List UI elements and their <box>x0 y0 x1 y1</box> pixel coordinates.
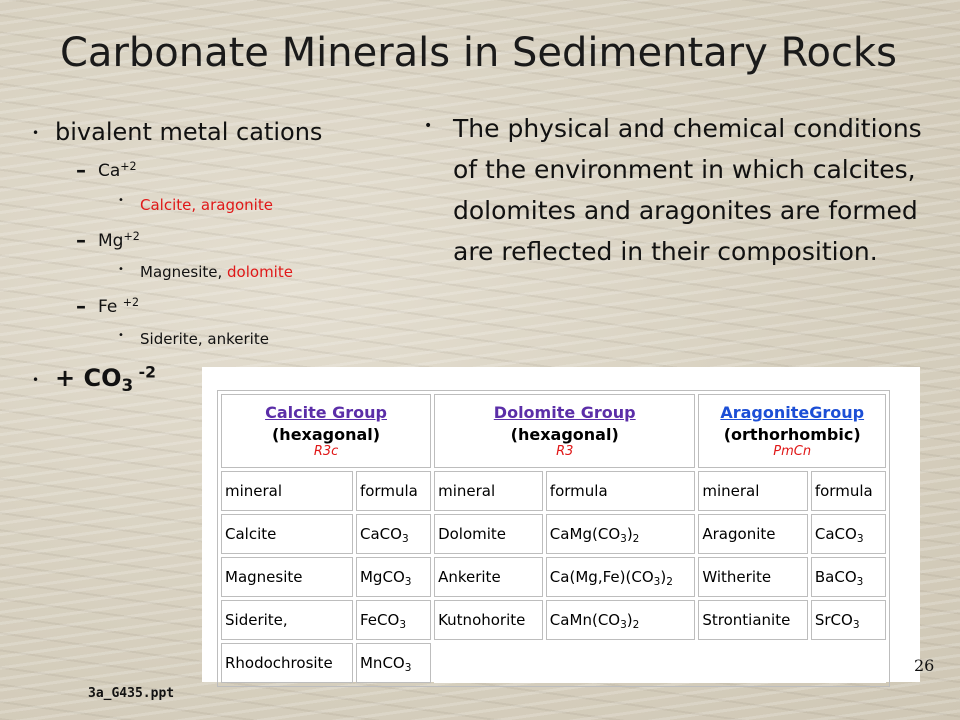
col-header: formula <box>546 471 696 511</box>
col-header: formula <box>356 471 431 511</box>
col-header: mineral <box>221 471 353 511</box>
cation-ca: $Ca^{+2}$ <box>98 159 137 181</box>
bullet-dot: • <box>424 118 433 134</box>
group-name[interactable]: Calcite Group <box>265 403 387 422</box>
bullet-dot: • <box>32 126 40 140</box>
dash-marker: – <box>76 158 86 182</box>
mineral-cell: Rhodochrosite <box>221 643 353 683</box>
space-group: R3 <box>556 444 574 459</box>
group-name[interactable]: Dolomite Group <box>493 403 636 422</box>
dash-marker: – <box>76 294 86 318</box>
fe-minerals: Siderite, ankerite <box>140 330 269 348</box>
col-header: formula <box>811 471 886 511</box>
formula-cell: MgCO$_3$ <box>356 557 431 597</box>
mineral-cell: Ankerite <box>434 557 543 597</box>
bullet-dot: • <box>118 195 124 206</box>
mg-minerals: Magnesite, dolomite <box>140 263 293 281</box>
formula-cell: $CaMn(CO_3)_2$ <box>546 600 696 640</box>
table-row <box>221 643 886 683</box>
dolomite-group-header <box>434 394 695 468</box>
col-header: mineral <box>698 471 807 511</box>
empty-cell <box>434 643 886 683</box>
crystal-system: (hexagonal) <box>510 425 619 444</box>
formula-cell: $CaMg(CO_3)_2$ <box>546 514 696 554</box>
table-row <box>221 600 886 640</box>
formula-cell: FeCO$_3$ <box>356 600 431 640</box>
formula-cell: MnCO$_3$ <box>356 643 431 683</box>
slide-title: Carbonate Minerals in Sedimentary Rocks <box>60 30 897 76</box>
formula-cell: BaCO$_3$ <box>811 557 886 597</box>
carbonate-groups-table <box>217 390 890 687</box>
bullet-dot: • <box>32 373 40 387</box>
mineral-cell: Siderite, <box>221 600 353 640</box>
page-number: 26 <box>914 656 935 675</box>
dash-marker: – <box>76 228 86 252</box>
mineral-cell: Strontianite <box>698 600 807 640</box>
crystal-system: (orthorhombic) <box>723 425 861 444</box>
formula-cell: CaCO$_3$ <box>356 514 431 554</box>
environment-paragraph: The physical and chemical conditions of the environment in which calcites, dolomites and aragonites are formed are reflected in their composition. <box>453 114 922 266</box>
mineral-cell: Kutnohorite <box>434 600 543 640</box>
mineral-cell: Witherite <box>698 557 807 597</box>
cation-fe: Fe $^{+2}$ <box>98 295 140 317</box>
mineral-cell: Dolomite <box>434 514 543 554</box>
column-header-row <box>221 471 886 511</box>
carbonate-anion: + $CO_3$ $^{-2}$ <box>55 363 156 396</box>
crystal-system: (hexagonal) <box>271 425 381 444</box>
bullet-dot: • <box>118 264 124 275</box>
formula-cell: $Ca(Mg,Fe)(CO_3)_2$ <box>546 557 696 597</box>
cation-mg: $Mg^{+2}$ <box>98 229 140 251</box>
formula-cell: SrCO$_3$ <box>811 600 886 640</box>
mineral-cell: Calcite <box>221 514 353 554</box>
carbonate-table-panel <box>202 367 920 682</box>
mineral-cell: Aragonite <box>698 514 807 554</box>
table-row <box>221 557 886 597</box>
mineral-cell: Magnesite <box>221 557 353 597</box>
group-name[interactable]: AragoniteGroup <box>720 403 865 422</box>
table-row <box>221 514 886 554</box>
space-group: PmCn <box>773 444 812 459</box>
ca-minerals: Calcite, aragonite <box>140 196 273 214</box>
col-header: mineral <box>434 471 543 511</box>
formula-cell: CaCO$_3$ <box>811 514 886 554</box>
cations-heading: bivalent metal cations <box>55 118 323 146</box>
aragonite-group-header <box>698 394 886 468</box>
calcite-group-header <box>221 394 431 468</box>
bullet-dot: • <box>118 330 124 341</box>
footer-filename: 3a_G435.ppt <box>88 686 175 701</box>
space-group: R3c <box>313 444 339 459</box>
